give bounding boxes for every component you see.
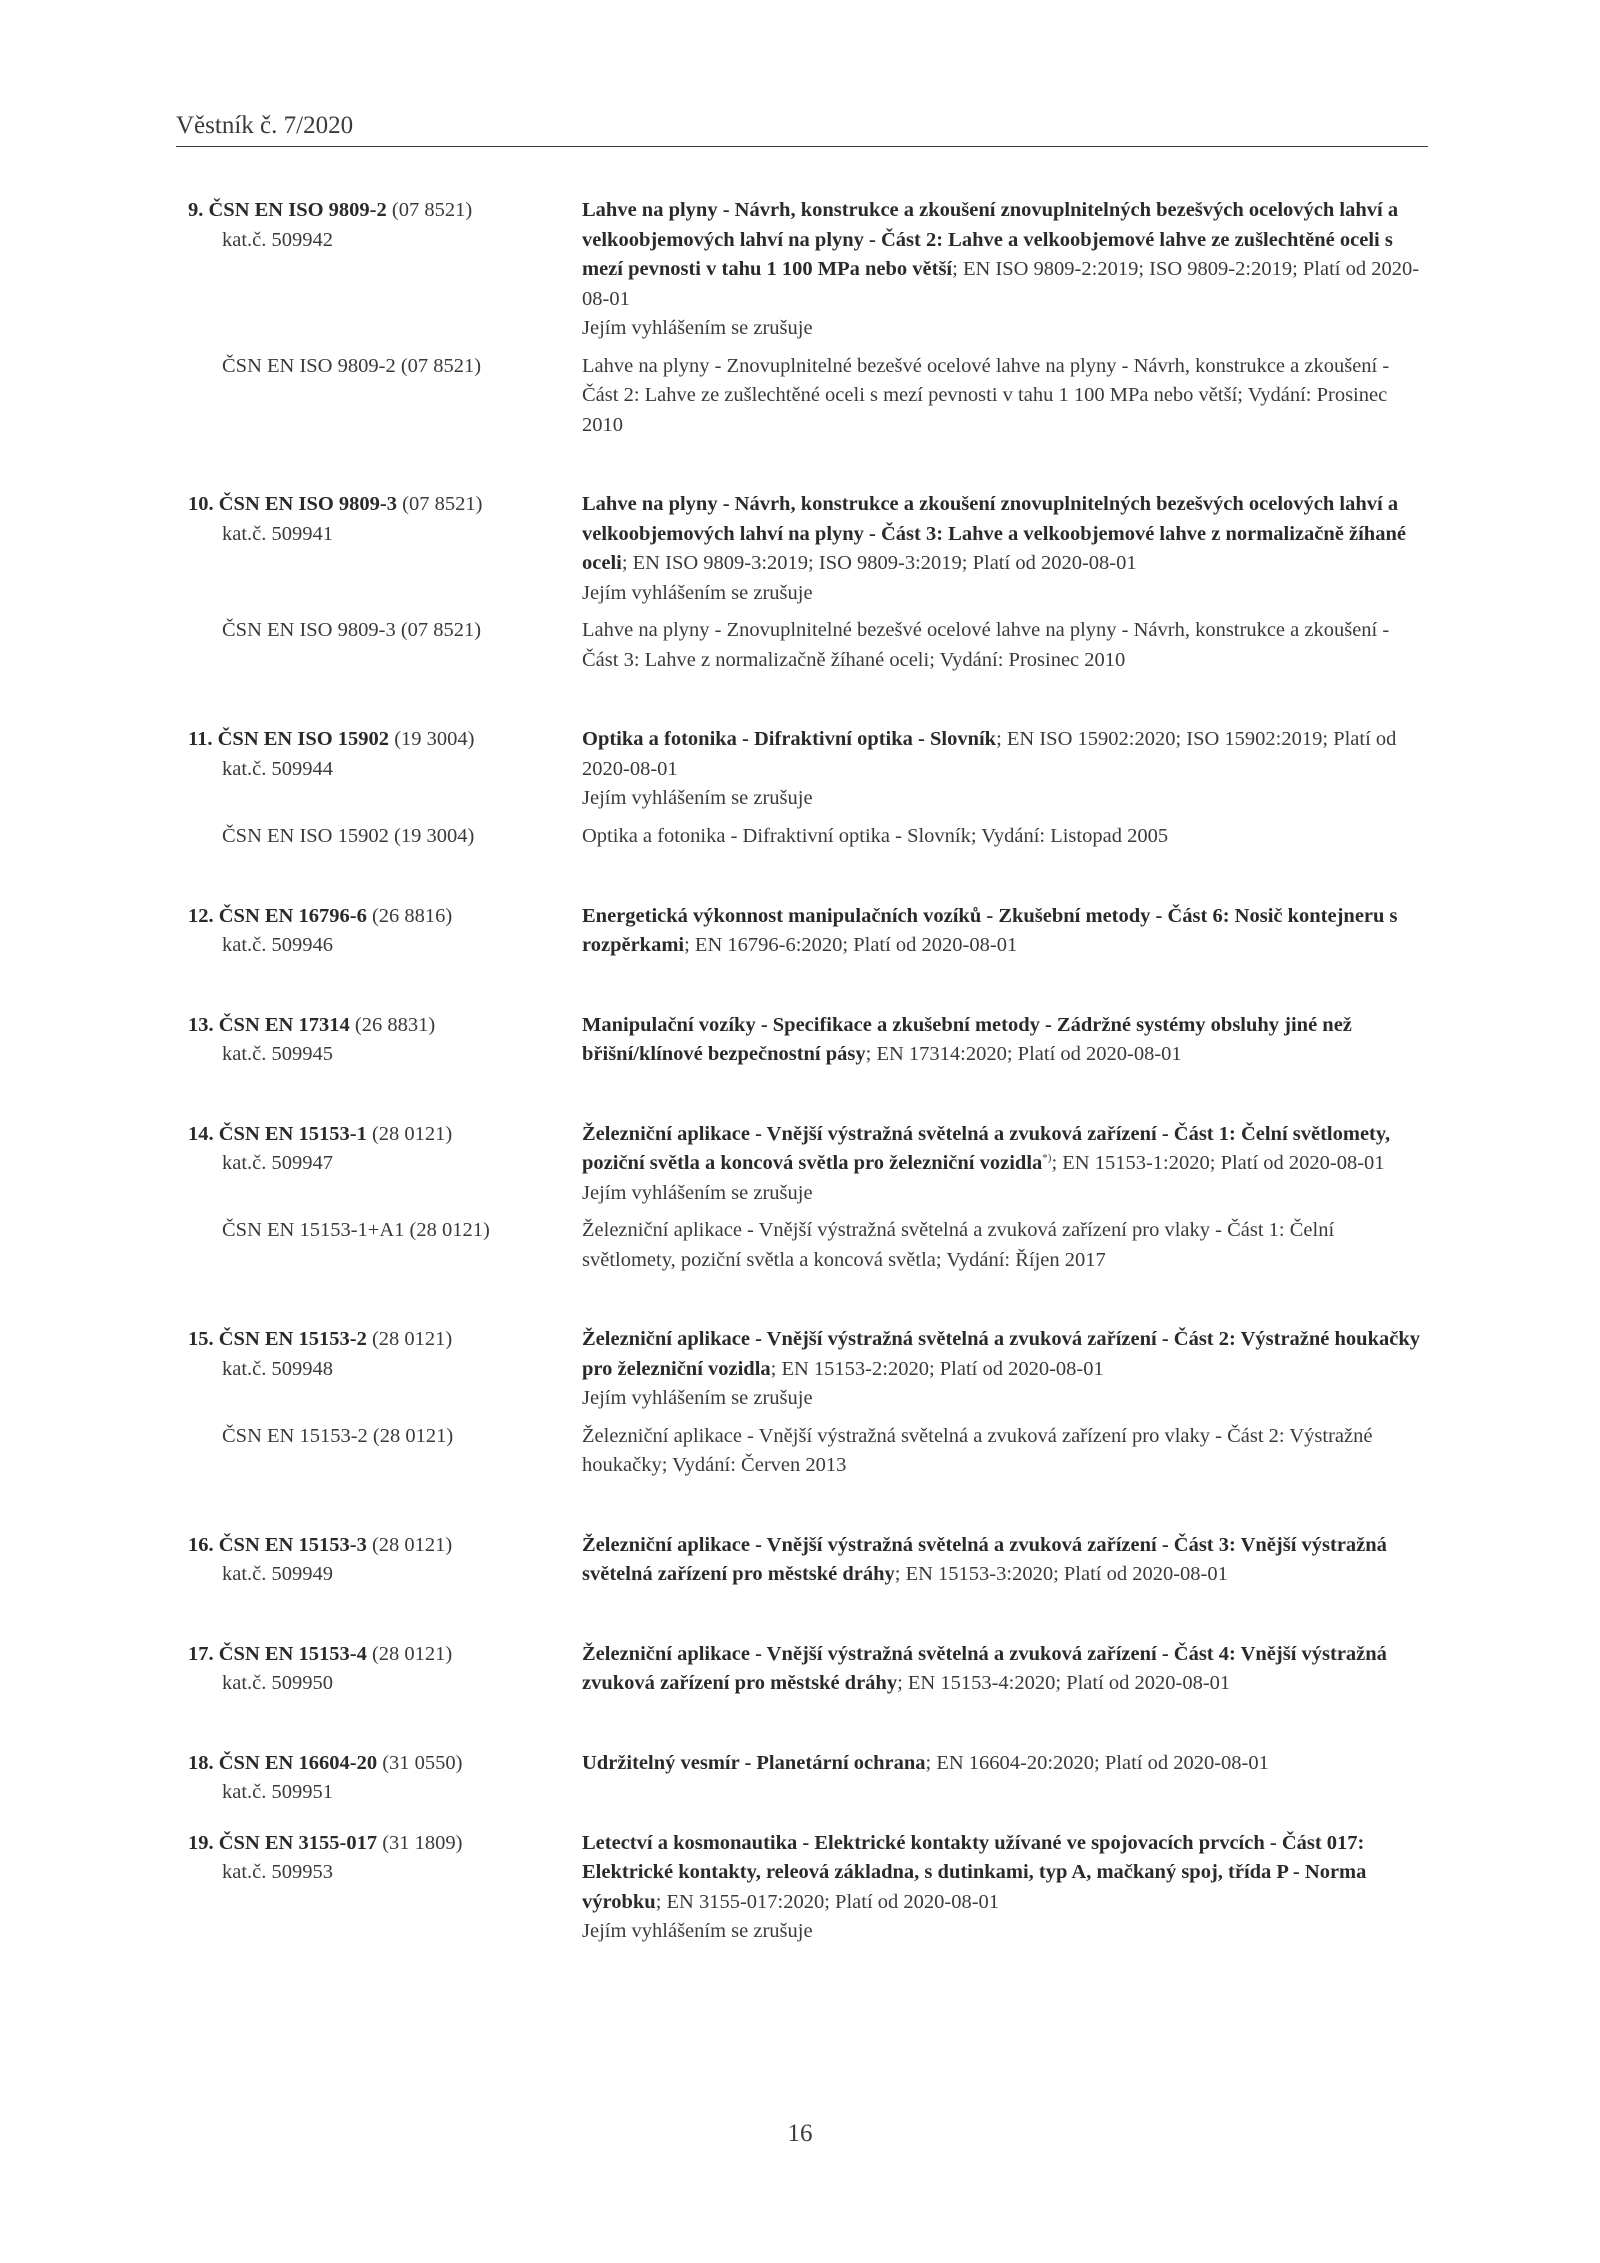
standard-entry	[0, 1531, 1600, 1590]
entry-number: 9.	[188, 199, 204, 221]
entry-description	[582, 902, 1422, 961]
entry-identifier	[188, 1749, 578, 1808]
standard-details: ; EN 15153-1:2020; Platí od 2020-08-01	[1051, 1152, 1385, 1174]
entry-identifier	[188, 1120, 578, 1179]
replaced-standard-row	[0, 352, 1600, 441]
withdrawal-note: Jejím vyhlášením se zrušuje	[582, 1181, 813, 1204]
replaced-standard-row	[0, 616, 1600, 675]
catalog-number: kat.č. 509950	[222, 1672, 334, 1694]
replaced-standard-id	[188, 1422, 578, 1452]
catalog-number: kat.č. 509942	[222, 228, 334, 251]
standard-code: ČSN EN ISO 9809-3	[218, 493, 398, 515]
classification-code: (07 8521)	[391, 199, 473, 221]
standard-entry	[0, 1829, 1600, 1947]
entry-main-row	[0, 1829, 1600, 1947]
classification-code: (31 1809)	[382, 1831, 463, 1854]
classification-code: (26 8816)	[371, 904, 453, 927]
standard-entry	[0, 1749, 1600, 1803]
entry-number: 10.	[188, 493, 214, 515]
entry-main-row	[0, 1325, 1600, 1414]
standards-list	[0, 196, 1600, 1997]
catalog-number: kat.č. 509945	[222, 1043, 334, 1065]
entry-main-row	[0, 1531, 1600, 1590]
standard-code: ČSN EN 16796-6	[218, 904, 367, 927]
entry-main-row	[0, 1120, 1600, 1209]
entry-description	[582, 1531, 1422, 1590]
entry-identifier	[188, 725, 578, 784]
standard-details: ; EN ISO 9809-2:2019; ISO 9809-2:2019; Platí od 2020-08-01	[582, 258, 1420, 310]
classification-code: (07 8521)	[402, 493, 483, 515]
standard-entry	[0, 902, 1600, 961]
entry-main-row	[0, 1640, 1600, 1699]
entry-main-row	[0, 196, 1600, 344]
standard-title: Lahve na plyny - Návrh, konstrukce a zkoušení znovuplnitelných bezešvých ocelových lahví a velkoobjemových lahví na plyny - Část 3: Lahve a velkoobjemové lahve z normalizačně žíhané oceli	[582, 493, 1406, 574]
entry-identifier	[188, 1011, 578, 1070]
entry-description	[582, 1640, 1422, 1699]
classification-code: (28 0121)	[371, 1328, 453, 1350]
classification-code: (28 0121)	[371, 1642, 453, 1665]
classification-code: (31 0550)	[382, 1751, 463, 1774]
catalog-number: kat.č. 509948	[222, 1357, 334, 1380]
standard-code: ČSN EN 3155-017	[218, 1831, 378, 1854]
catalog-number: kat.č. 509946	[222, 934, 334, 956]
entry-identifier	[188, 196, 578, 255]
replaced-standard-code: ČSN EN ISO 15902 (19 3004)	[222, 824, 475, 847]
standard-code: ČSN EN 15153-2	[218, 1328, 367, 1350]
replaced-standard-id	[188, 1216, 578, 1246]
entry-main-row	[0, 490, 1600, 608]
standard-entry	[0, 1325, 1600, 1481]
standard-title: Manipulační vozíky - Specifikace a zkušební metody - Zádržné systémy obsluhy jiné než břišní/klínové bezpečnostní pásy	[582, 1013, 1352, 1065]
classification-code: (26 8831)	[354, 1013, 436, 1036]
standard-details: ; EN 16604-20:2020; Platí od 2020-08-01	[925, 1751, 1269, 1774]
entry-number: 17.	[188, 1642, 214, 1665]
replaced-standard-description: Lahve na plyny - Znovuplnitelné bezešvé ocelové lahve na plyny - Návrh, konstrukce a zkoušení - Část 2: Lahve ze zušlechtěné oceli s mezí pevnosti v tahu 1 100 MPa nebo větší; Vydání: Prosinec 2010	[582, 354, 1390, 436]
replaced-standard-code: ČSN EN 15153-1+A1 (28 0121)	[222, 1219, 490, 1241]
entry-identifier	[188, 1531, 578, 1590]
standard-entry	[0, 196, 1600, 440]
withdrawal-note: Jejím vyhlášením se zrušuje	[582, 1920, 813, 1942]
entry-number: 16.	[188, 1533, 214, 1556]
standard-details: ; EN 15153-4:2020; Platí od 2020-08-01	[897, 1672, 1231, 1694]
standard-entry	[0, 490, 1600, 675]
standard-entry	[0, 1011, 1600, 1070]
entry-description	[582, 196, 1422, 344]
catalog-number: kat.č. 509951	[222, 1781, 334, 1803]
header-rule	[176, 146, 1428, 147]
standard-details: ; EN 3155-017:2020; Platí od 2020-08-01	[655, 1890, 1000, 1913]
entry-description	[582, 725, 1422, 814]
standard-code: ČSN EN 15153-3	[218, 1533, 367, 1556]
entry-main-row	[0, 725, 1600, 814]
standard-code: ČSN EN 16604-20	[218, 1751, 378, 1774]
catalog-number: kat.č. 509947	[222, 1152, 334, 1174]
classification-code: (19 3004)	[394, 728, 475, 750]
entry-number: 14.	[188, 1122, 214, 1145]
withdrawal-note: Jejím vyhlášením se zrušuje	[582, 581, 813, 604]
standard-code: ČSN EN 15153-4	[218, 1642, 367, 1665]
standard-details: ; EN ISO 15902:2020; ISO 15902:2019; Platí od 2020-08-01	[582, 728, 1397, 780]
standard-details: ; EN 15153-2:2020; Platí od 2020-08-01	[770, 1357, 1104, 1380]
standard-entry	[0, 1120, 1600, 1276]
entry-description	[582, 1120, 1422, 1209]
withdrawal-note: Jejím vyhlášením se zrušuje	[582, 787, 813, 809]
replaced-standard-row	[0, 822, 1600, 852]
standard-details: ; EN ISO 9809-3:2019; ISO 9809-3:2019; Platí od 2020-08-01	[621, 552, 1137, 574]
replaced-standard-id	[188, 616, 578, 646]
standard-title: Letectví a kosmonautika - Elektrické kontakty užívané ve spojovacích prvcích - Část 017: Elektrické kontakty, releová základna, s dutinkami, typ A, mačkaný spoj, třída P - Norma výrobku	[582, 1831, 1367, 1913]
catalog-number: kat.č. 509941	[222, 522, 334, 545]
standard-code: ČSN EN ISO 9809-2	[208, 199, 387, 221]
standard-title: Železniční aplikace - Vnější výstražná světelná a zvuková zařízení - Část 3: Vnější výstražná světelná zařízení pro městské dráhy	[582, 1533, 1387, 1585]
standard-title: Energetická výkonnost manipulačních vozíků - Zkušební metody - Část 6: Nosič kontejneru s rozpěrkami	[582, 904, 1398, 956]
replaced-standard-description: Optika a fotonika - Difraktivní optika - Slovník; Vydání: Listopad 2005	[582, 824, 1169, 847]
entry-identifier	[188, 1829, 578, 1888]
entry-number: 15.	[188, 1328, 214, 1350]
standard-title: Železniční aplikace - Vnější výstražná světelná a zvuková zařízení - Část 4: Vnější výstražná zvuková zařízení pro městské dráhy	[582, 1642, 1387, 1694]
entry-identifier	[188, 1640, 578, 1699]
replaced-standard-description: Železniční aplikace - Vnější výstražná světelná a zvuková zařízení pro vlaky - Část 1: Čelní světlomety, poziční světla a koncová světla; Vydání: Říjen 2017	[582, 1219, 1335, 1271]
replaced-standard-code: ČSN EN ISO 9809-2 (07 8521)	[222, 354, 482, 377]
replaced-standard-code: ČSN EN 15153-2 (28 0121)	[222, 1424, 454, 1447]
classification-code: (28 0121)	[371, 1533, 453, 1556]
replaced-standard-id	[188, 822, 578, 852]
entry-identifier	[188, 1325, 578, 1384]
standard-code: ČSN EN ISO 15902	[217, 728, 390, 750]
catalog-number: kat.č. 509944	[222, 757, 334, 780]
standard-details: ; EN 17314:2020; Platí od 2020-08-01	[865, 1043, 1182, 1065]
entry-number: 19.	[188, 1831, 214, 1854]
withdrawal-note: Jejím vyhlášením se zrušuje	[582, 1387, 813, 1409]
standard-title: Železniční aplikace - Vnější výstražná světelná a zvuková zařízení - Část 1: Čelní světlomety, poziční světla a koncová světla pro železniční vozidla	[582, 1122, 1391, 1174]
entry-main-row	[0, 902, 1600, 961]
entry-description	[582, 490, 1422, 608]
entry-description	[582, 1325, 1422, 1414]
standard-details: ; EN 15153-3:2020; Platí od 2020-08-01	[894, 1563, 1228, 1585]
standard-entry	[0, 725, 1600, 852]
catalog-number: kat.č. 509953	[222, 1861, 334, 1883]
standard-title: Lahve na plyny - Návrh, konstrukce a zkoušení znovuplnitelných bezešvých ocelových lahví a velkoobjemových lahví na plyny - Část 2: Lahve a velkoobjemové lahve ze zušlechtěné oceli s mezí pevnosti v tahu 1 100 MPa nebo větší	[582, 199, 1399, 280]
replaced-standard-row	[0, 1216, 1600, 1275]
entry-main-row	[0, 1011, 1600, 1070]
entry-main-row	[0, 1749, 1600, 1803]
entry-number: 11.	[188, 728, 213, 750]
classification-code: (28 0121)	[371, 1122, 453, 1145]
standard-title: Železniční aplikace - Vnější výstražná světelná a zvuková zařízení - Část 2: Výstražné houkačky pro železniční vozidla	[582, 1328, 1420, 1380]
replaced-standard-code: ČSN EN ISO 9809-3 (07 8521)	[222, 619, 482, 641]
replaced-standard-description: Železniční aplikace - Vnější výstražná světelná a zvuková zařízení pro vlaky - Část 2: Výstražné houkačky; Vydání: Červen 2013	[582, 1424, 1373, 1476]
standard-entry	[0, 1640, 1600, 1699]
standard-title: Optika a fotonika - Difraktivní optika - Slovník	[582, 728, 997, 750]
replaced-standard-description: Lahve na plyny - Znovuplnitelné bezešvé ocelové lahve na plyny - Návrh, konstrukce a zkoušení - Část 3: Lahve z normalizačně žíhané oceli; Vydání: Prosinec 2010	[582, 619, 1390, 671]
page-number: 16	[787, 2120, 813, 2147]
replaced-standard-row	[0, 1422, 1600, 1481]
entry-identifier	[188, 902, 578, 961]
entry-description	[582, 1749, 1422, 1779]
entry-number: 13.	[188, 1013, 214, 1036]
entry-identifier	[188, 490, 578, 549]
replaced-standard-id	[188, 352, 578, 382]
standard-code: ČSN EN 17314	[218, 1013, 350, 1036]
entry-number: 12.	[188, 904, 214, 927]
standard-code: ČSN EN 15153-1	[218, 1122, 367, 1145]
standard-title: Udržitelný vesmír - Planetární ochrana	[582, 1751, 926, 1774]
entry-description	[582, 1011, 1422, 1070]
standard-details: ; EN 16796-6:2020; Platí od 2020-08-01	[684, 934, 1018, 956]
entry-description	[582, 1829, 1422, 1947]
entry-number: 18.	[188, 1751, 214, 1774]
journal-title: Věstník č. 7/2020	[176, 112, 354, 139]
withdrawal-note: Jejím vyhlášením se zrušuje	[582, 317, 813, 339]
catalog-number: kat.č. 509949	[222, 1563, 334, 1585]
footnote-mark: *)	[1042, 1152, 1052, 1165]
